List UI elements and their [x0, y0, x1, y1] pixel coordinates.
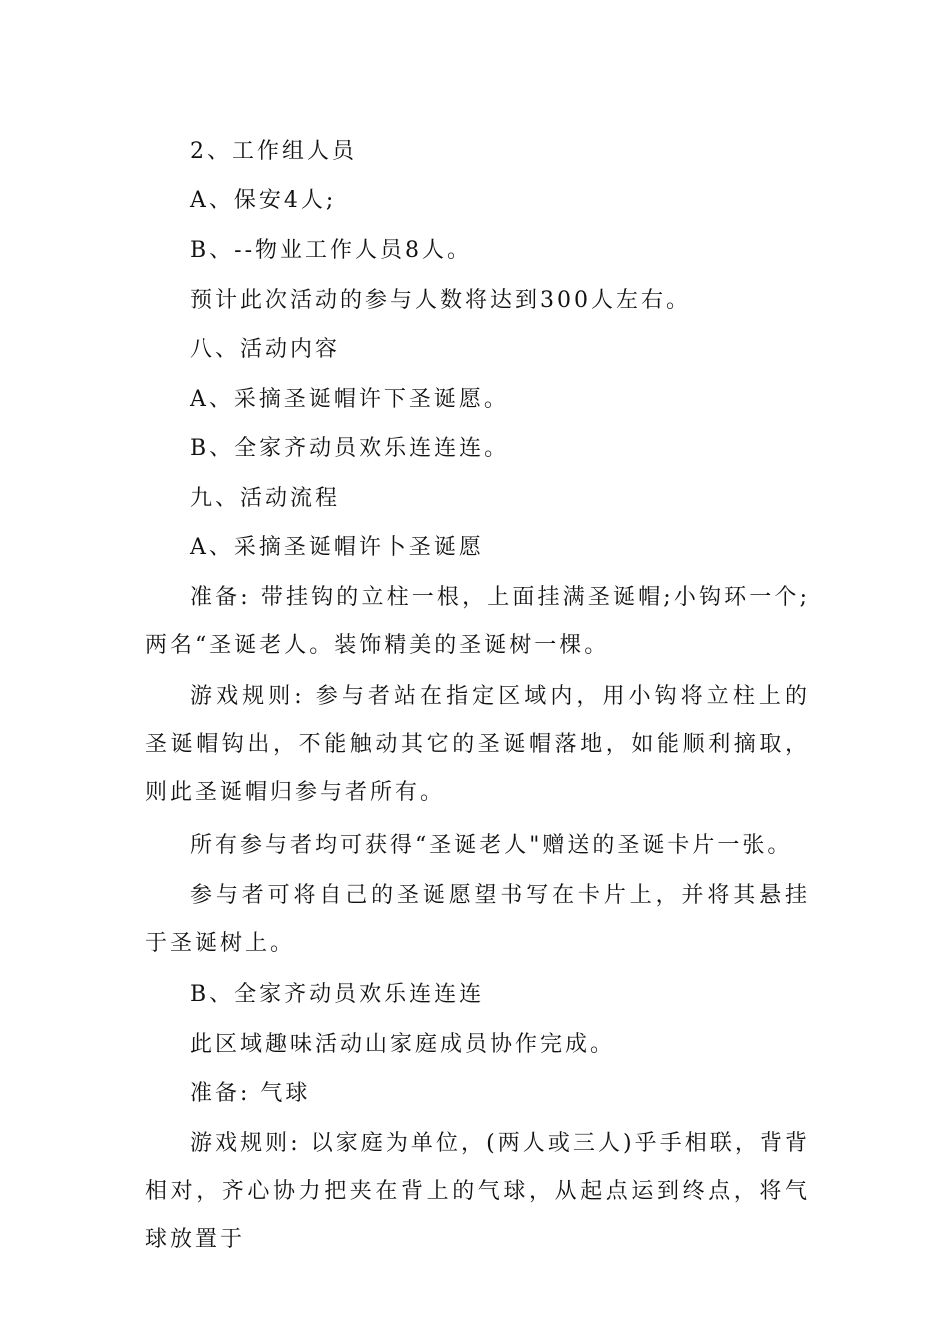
paragraph-rules-a: 游戏规则: 参与者站在指定区域内，用小钩将立柱上的圣诞帽钩出，不能触动其它的圣诞帽落地，如能顺利摘取，则此圣诞帽归参与者所有。: [145, 684, 810, 805]
section-heading-process: 九、活动流程: [190, 486, 341, 511]
paragraph-property-staff: B、--物业工作人员8人。: [190, 238, 473, 263]
paragraph-process-a: A、采摘圣诞帽许卜圣诞愿: [190, 535, 484, 560]
section-heading-content: 八、活动内容: [190, 337, 341, 362]
paragraph-cards: 所有参与者均可获得“圣诞老人"赠送的圣诞卡片一张。: [190, 833, 793, 858]
paragraph-family-activity: 此区域趣味活动山家庭成员协作完成。: [190, 1032, 616, 1057]
paragraph-work-group: 2、工作组人员: [190, 139, 357, 164]
paragraph-preparation-b: 准备: 气球: [190, 1081, 311, 1106]
paragraph-attendance: 预计此次活动的参与人数将达到300人左右。: [190, 288, 691, 313]
paragraph-rules-b: 游戏规则: 以家庭为单位，(两人或三人)乎手相联，背背相对，齐心协力把夹在背上的气球，从起点运到终点，将气球放置于: [145, 1131, 810, 1252]
paragraph-content-b: B、全家齐动员欢乐连连连。: [190, 436, 510, 461]
paragraph-process-b: B、全家齐动员欢乐连连连: [190, 982, 485, 1007]
paragraph-security: A、保安4人;: [190, 188, 337, 213]
paragraph-preparation-a: 准备: 带挂钩的立柱一根，上面挂满圣诞帽;小钩环一个;两名“圣诞老人。装饰精美的圣诞树一棵。: [145, 585, 810, 658]
paragraph-content-a: A、采摘圣诞帽许下圣诞愿。: [190, 387, 509, 412]
paragraph-wishes: 参与者可将自己的圣诞愿望书写在卡片上，并将其悬挂于圣诞树上。: [145, 883, 810, 956]
